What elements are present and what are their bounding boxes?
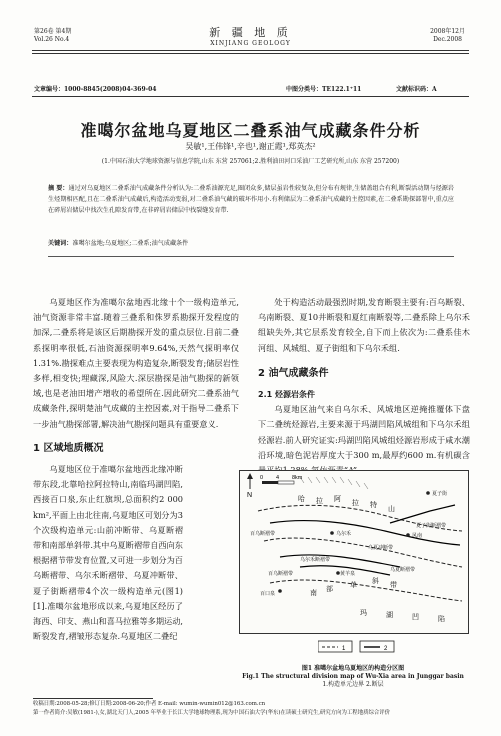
keywords-label: 关键词：: [48, 240, 73, 247]
map-label-la2: 拉: [352, 499, 359, 507]
map-label-ma: 玛: [360, 609, 367, 617]
north-arrow-icon: [247, 473, 253, 499]
scale-0: 0: [260, 475, 264, 481]
abstract-rule: [48, 256, 454, 257]
section-2-1-paragraph: 乌夏地区油气来自乌尔禾、风城地区逆掩推覆体下盘下二叠统烃源岩,主要来源于玛湖凹陷风城组和下乌尔禾组烃源岩.前人研究证实:玛湖凹陷风城组烃源岩形成于咸水潮沿环境,暗色泥岩厚度大于300 m,最厚约600 m.有机碳含: [258, 404, 470, 460]
abstract-text: 通过对乌夏地区二叠系油气成藏条件分析认为:二叠系油源充足,圈闭众多,储层虽岩性较复杂,但分布有规律,生储盖组合有利,断裂活动期与烃源岩生烃期相匹配,且在二叠系油气成藏后,构造活动变弱,对二叠系油气藏的破坏作用小.有利储层为二叠系油气成藏的主控因素,在二叠系勘探部署中,重点应在碎屑岩储层中找次生孔隙发育带,在非碎屑岩储层中找裂缝发育带.: [48, 185, 454, 214]
north-label: N: [247, 492, 253, 499]
map-label-xie: 斜: [372, 577, 379, 585]
document-code: 文献标识码：A: [396, 86, 437, 93]
caption-en: Fig.1 The structural division map of Wu-Xia area in Junggar basin: [242, 673, 464, 680]
legend-svg: [318, 639, 438, 655]
scale-4: 4: [276, 475, 280, 481]
map-label-fengnan: 风南: [412, 534, 423, 539]
map-label-la: 拉: [316, 497, 323, 505]
map-label-dan: 单: [350, 581, 357, 589]
figure-1-map: [239, 470, 469, 634]
map-label-shan: 山: [388, 505, 395, 513]
figure-caption: [239, 665, 467, 689]
caption-zh: 图1 准噶尔盆地乌夏地区的构造分区图: [301, 665, 405, 672]
journal-name-zh: 新 疆 地 质: [209, 26, 292, 39]
legend-1-label: 1: [342, 646, 346, 652]
abstract: [48, 183, 454, 216]
left-column: [33, 295, 239, 644]
right-continued-paragraph: 处于构造活动最强烈时期,发育断裂主要有:百乌断裂、乌南断裂、夏10井断裂和夏红南断裂等,二叠系除上乌尔禾组缺失外,其它层系发育较全,自下而上依次为:二叠系佳木河组、风城组、夏子街组和下乌尔禾组.: [258, 297, 470, 353]
volume-zh: 第26卷 第4期: [34, 28, 72, 35]
journal-name-en: XINJIANG GEOLOGY: [210, 40, 291, 47]
map-label-ha: 哈: [298, 495, 305, 503]
journal-name: [0, 24, 501, 47]
scale-bar: [260, 475, 303, 484]
map-label-xiazijie-belt: 夏子街断褶带: [416, 524, 447, 529]
structural-map-svg: [240, 471, 468, 633]
map-legend: [318, 639, 438, 655]
fault-lines: [270, 505, 460, 575]
header-rule-bottom: [32, 53, 469, 54]
map-label-hu: 湖: [386, 611, 393, 619]
scale-8: 8km: [292, 475, 303, 481]
legend-2-label: 2: [384, 646, 388, 652]
map-label-baikouquan: 百口泉: [260, 592, 276, 597]
date-en: Dec.2008: [433, 36, 462, 43]
map-label-wuxia-thrust: 乌夏冲断带: [368, 546, 394, 551]
right-column: [258, 295, 470, 478]
abstract-label: 摘 要：: [48, 185, 69, 192]
volume-en: Vol.26 No.4: [34, 36, 70, 43]
author-list: 吴敏¹,王伟锋¹,辛也¹,谢正霞¹,郑英杰²: [185, 142, 316, 151]
date-zh: 2008年12月: [430, 28, 465, 35]
map-label-baiwu-belt-2: 百乌断褶带: [268, 572, 294, 577]
journal-date: [430, 28, 465, 44]
section-1-paragraph: 乌夏地区位于准噶尔盆地西北缘冲断带东段,北靠哈拉阿拉特山,南临玛湖凹陷,西接百口泉,东止红旗坝,总面积约2 000 km²,平面上由北往南,乌夏地区可划分为3个次级构造单元:山前冲断带、乌夏断褶带和南部单斜带.其中乌夏断褶带自西向东根据褶节带发育位置,又可进一步划分为百乌断褶带、乌尔禾断褶带、乌夏冲断带、夏子街断褶带4个次一级构造单元(图1)[1].准噶尔盆地形成以来,乌夏地区经历了海西、印支、燕山和喜马拉雅等多期运动,断裂发育,褶皱形态复杂.乌夏地区二叠纪: [33, 464, 183, 642]
map-label-baiwu-belt: 百乌断褶带: [250, 532, 276, 537]
keywords: [48, 238, 454, 247]
author-bio: 第一作者简介:吴敏(1981-),女,湖北天门人,2005 年毕业于长江大学地球物理系,现为中国石油大学(华东)在读硕士研究生,研究方向为工程地质综合评价: [33, 710, 391, 716]
map-label-wuxia-fold: 乌夏断褶带: [390, 568, 416, 573]
section-2-heading: 2 油气成藏条件: [258, 367, 329, 379]
affiliation: (1.中国石油大学地球资源与信息学院,山东 东营 257061;2.胜利油田河口采油厂工艺研究所,山东 东营 257200): [101, 158, 400, 165]
class-number: 中图分类号：TE122.1⁺11: [286, 86, 362, 93]
boundary-south: [270, 580, 462, 601]
map-label-a: 阿: [334, 495, 341, 503]
map-label-wuerhe-belt: 乌尔禾断褶带: [300, 558, 331, 563]
map-label-huangyangquan: 黄羊泉: [340, 572, 356, 577]
map-label-bu: 部: [326, 585, 333, 593]
footnote-rule: [33, 698, 153, 699]
boundary-middle: [264, 538, 462, 567]
caption-legend: 1.构造单元边界 2.断层: [322, 681, 384, 688]
keywords-text: 准噶尔盆地;乌夏地区;二叠系;油气成藏条件: [72, 240, 189, 247]
map-label-nan: 南: [310, 589, 317, 597]
meta-rule: [32, 96, 469, 97]
paper-title: 准噶尔盆地乌夏地区二叠系油气成藏条件分析: [80, 121, 421, 140]
section-1-heading: 1 区域地质概况: [33, 442, 104, 454]
header-rule-top: [32, 50, 469, 51]
section-2-1-heading: 2.1 烃源岩条件: [258, 390, 315, 400]
map-label-xian: 陷: [438, 615, 445, 623]
received-date: 收稿日期:2008-05-28;修订日期:2008-06-20;作者 E-mail: wumin-wumin012@163.com.cn: [33, 701, 266, 707]
mountain-hachures: [300, 477, 368, 489]
map-label-dai: 带: [390, 581, 397, 589]
map-label-wuerhe: 乌尔禾: [336, 532, 352, 537]
map-label-ao: 凹: [412, 613, 419, 621]
intro-paragraph: 乌夏地区作为准噶尔盆地西北缘十个一级构造单元,油气资源非常丰富.随着三叠系和侏罗系勘探开发程度的加深,二叠系将是该区后期勘探开发的重点层位.目前二叠系探明率很低,石油资源探明率9.64%,天然气探明率仅1.31%.勘探难点主要表现为构造复杂,断裂发育;储层岩性多样,相变快;埋藏深,风险大.深层勘探是油气勘探的新领域,也是老油田增产增收的希望所在.因此研究二叠系油气成藏条件,探明楚油气成藏的主控因素,对于指导二叠系下一步油气勘探部署,解决油气勘探问题具有重要意义.: [33, 297, 239, 429]
map-label-xiazijie: 夏子街: [432, 492, 448, 497]
article-number: 文章编号：1000-8845(2008)04-369-04: [34, 86, 157, 93]
map-label-te: 特: [370, 501, 377, 509]
